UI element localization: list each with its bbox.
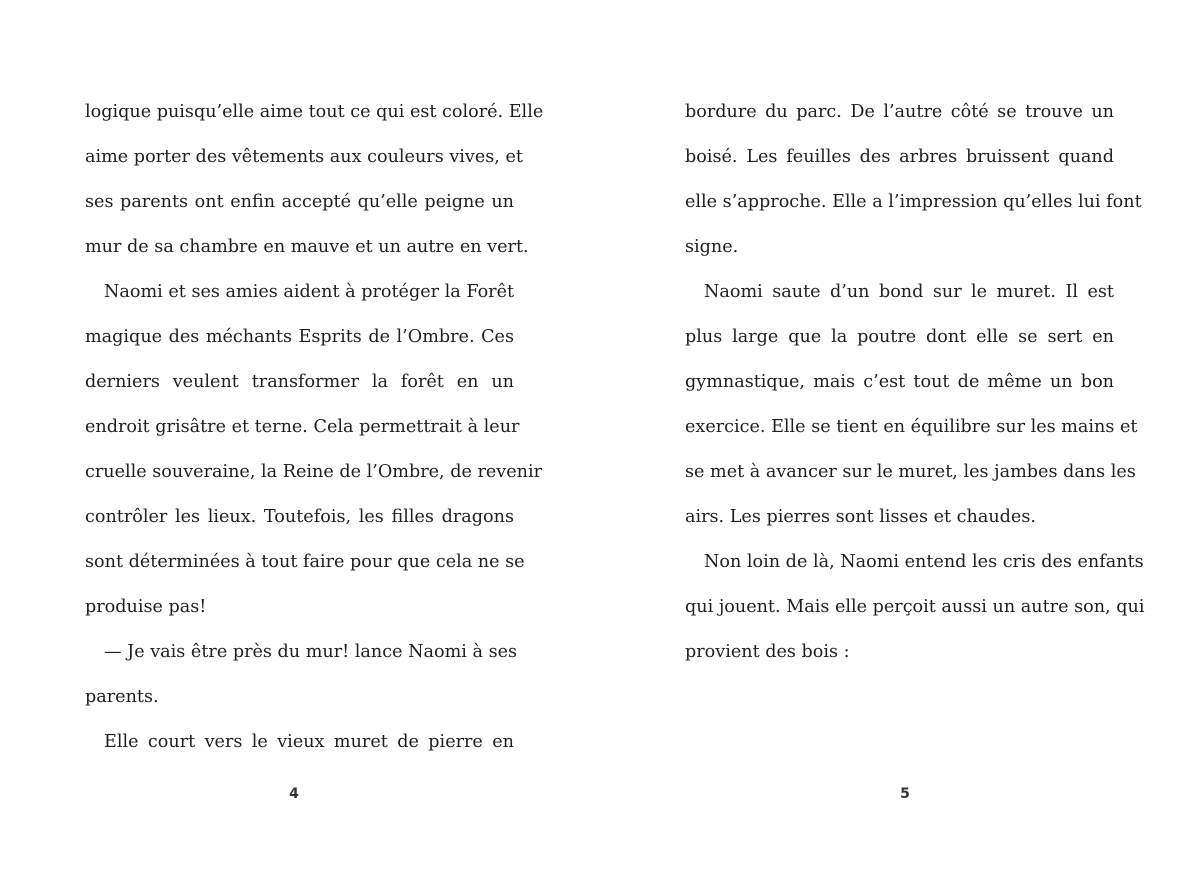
- text-line: cruelle souveraine, la Reine de l’Ombre, de revenir: [85, 462, 543, 482]
- text-line: sont déterminées à tout faire pour que cela ne se: [85, 552, 525, 572]
- left-page-text: [85, 90, 544, 765]
- text-line: boisé. Les feuilles des arbres bruissent quand: [685, 147, 1114, 167]
- text-line: Non loin de là, Naomi entend les cris des enfants: [704, 552, 1144, 572]
- text-line: qui jouent. Mais elle perçoit aussi un autre son, qui: [685, 597, 1145, 617]
- text-line: exercice. Elle se tient en équilibre sur les mains et: [685, 417, 1138, 437]
- text-line: parents.: [85, 687, 159, 707]
- text-line: contrôler les lieux. Toutefois, les filles dragons: [85, 507, 514, 527]
- page-number-left: 4: [289, 786, 299, 802]
- text-line: provient des bois :: [685, 642, 850, 662]
- text-line: airs. Les pierres sont lisses et chaudes.: [685, 507, 1036, 527]
- text-line: logique puisqu’elle aime tout ce qui est coloré. Elle: [85, 102, 544, 122]
- text-line: gymnastique, mais c’est tout de même un bon: [685, 372, 1114, 392]
- text-line: ses parents ont enfin accepté qu’elle peigne un: [85, 192, 514, 212]
- right-page: [600, 0, 1200, 872]
- text-line: Elle court vers le vieux muret de pierre en: [104, 732, 514, 752]
- text-line: Naomi et ses amies aident à protéger la Forêt: [104, 282, 515, 302]
- text-line: Naomi saute d’un bond sur le muret. Il est: [704, 282, 1114, 302]
- text-line: derniers veulent transformer la forêt en un: [85, 372, 514, 392]
- text-line: elle s’approche. Elle a l’impression qu’elles lui font: [685, 192, 1142, 212]
- text-line: produise pas!: [85, 597, 207, 617]
- text-line: plus large que la poutre dont elle se sert en: [685, 327, 1114, 347]
- text-line: endroit grisâtre et terne. Cela permettrait à leur: [85, 417, 520, 437]
- text-line: signe.: [685, 237, 739, 257]
- text-line: aime porter des vêtements aux couleurs vives, et: [85, 147, 523, 167]
- text-line: — Je vais être près du mur! lance Naomi à ses: [104, 642, 518, 662]
- page-number-right: 5: [900, 786, 910, 802]
- text-line: mur de sa chambre en mauve et un autre en vert.: [85, 237, 529, 257]
- text-line: se met à avancer sur le muret, les jambes dans les: [685, 462, 1136, 482]
- text-line: bordure du parc. De l’autre côté se trouve un: [685, 102, 1114, 122]
- right-page-text: [685, 90, 1145, 675]
- text-line: magique des méchants Esprits de l’Ombre. Ces: [85, 327, 514, 347]
